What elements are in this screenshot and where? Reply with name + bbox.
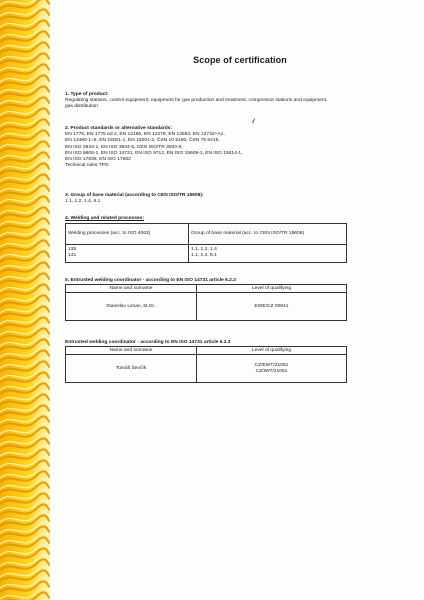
coordinator2-table [65,346,347,383]
section-coordinator [65,278,385,321]
section-line: EN ISO 17636, EN ISO 17662 [65,157,131,163]
group-value: 1.1, 1.2, 1.4 [191,247,217,253]
coordinator-level: EWE/CZ 00041 [197,293,347,321]
section-heading: 4. Welding and related processes: [65,216,144,221]
coordinator-table [65,284,347,321]
section-standards [65,126,385,169]
section-line: gas distribution [65,104,98,110]
section-value: 1.1, 1.2, 1.4, 8.1 [65,199,101,205]
table-header-cell: Group of base material (acc. to CEN ISO/TR 15608) [189,224,347,245]
section-line: Technical rules TPG [65,163,109,169]
coordinator2-level: CZ/EWT/21051 [254,362,289,368]
table-header-cell: Welding processes (acc. to ISO 4063) [66,224,189,245]
section-line: EN 13480-1÷6, EN 15001-1, EN 15001-2, ČSN 10 5190, ČSN 75 6415, [65,138,220,144]
section-heading: 1. Type of product: [65,92,109,97]
welding-table [65,223,347,263]
process-value: 135 [68,247,77,253]
section-base-material [65,193,385,205]
table-cell [197,355,347,383]
table-header-cell: Name and surname [66,347,197,355]
coordinator-name: Stanislav Liman, M.Sc. [66,293,197,321]
pen-mark [252,118,258,124]
table-header-cell: Name and surname [66,285,197,293]
table-cell [66,245,189,263]
section-line: EN 1775, EN 1775 ed.2, EN 12186, EN 12279, EN 12583, EN 12732+A1, [65,132,225,138]
section-coordinator-2 [65,340,385,383]
table-header-cell: Level of qualifying [197,347,347,355]
section-line: EN ISO 9606-1, EN ISO 14731, EN ISO 9712, EN ISO 15609-1, EN ISO 15614-1, [65,150,243,156]
section-type-of-product [65,92,385,111]
section-heading: Entrusted welding coordinator - according to EN ISO 14731 article 6.2.3 [65,340,231,345]
section-line: Regulating stations, control equipment, equipment for gas production and treatment, compressor stations and equipment, [65,98,328,104]
table-cell [189,245,347,263]
coordinator2-level: CZ/IWT/21051 [255,368,288,374]
page-title: Scope of certification [193,55,287,65]
section-welding [65,216,385,263]
coordinator2-name: Tomáš Ševčík [66,355,197,383]
section-heading: 5. Entrusted welding coordinator - according to EN ISO 14731 article 6.2.2 [65,278,236,283]
table-header-cell: Level of qualifying [197,285,347,293]
group-value: 1.1, 1.4, 8.1 [191,253,217,259]
process-value: 141 [68,253,77,259]
section-line: EN ISO 3834-1, EN ISO 3834-5, CEN ISO/TR 3834-6, [65,144,183,150]
section-heading: 3. Group of base material (according to CEN ISO/TR 15608): [65,193,204,198]
decorative-rope-border [0,0,50,600]
section-heading: 2. Product standards or alternative standards: [65,126,173,131]
